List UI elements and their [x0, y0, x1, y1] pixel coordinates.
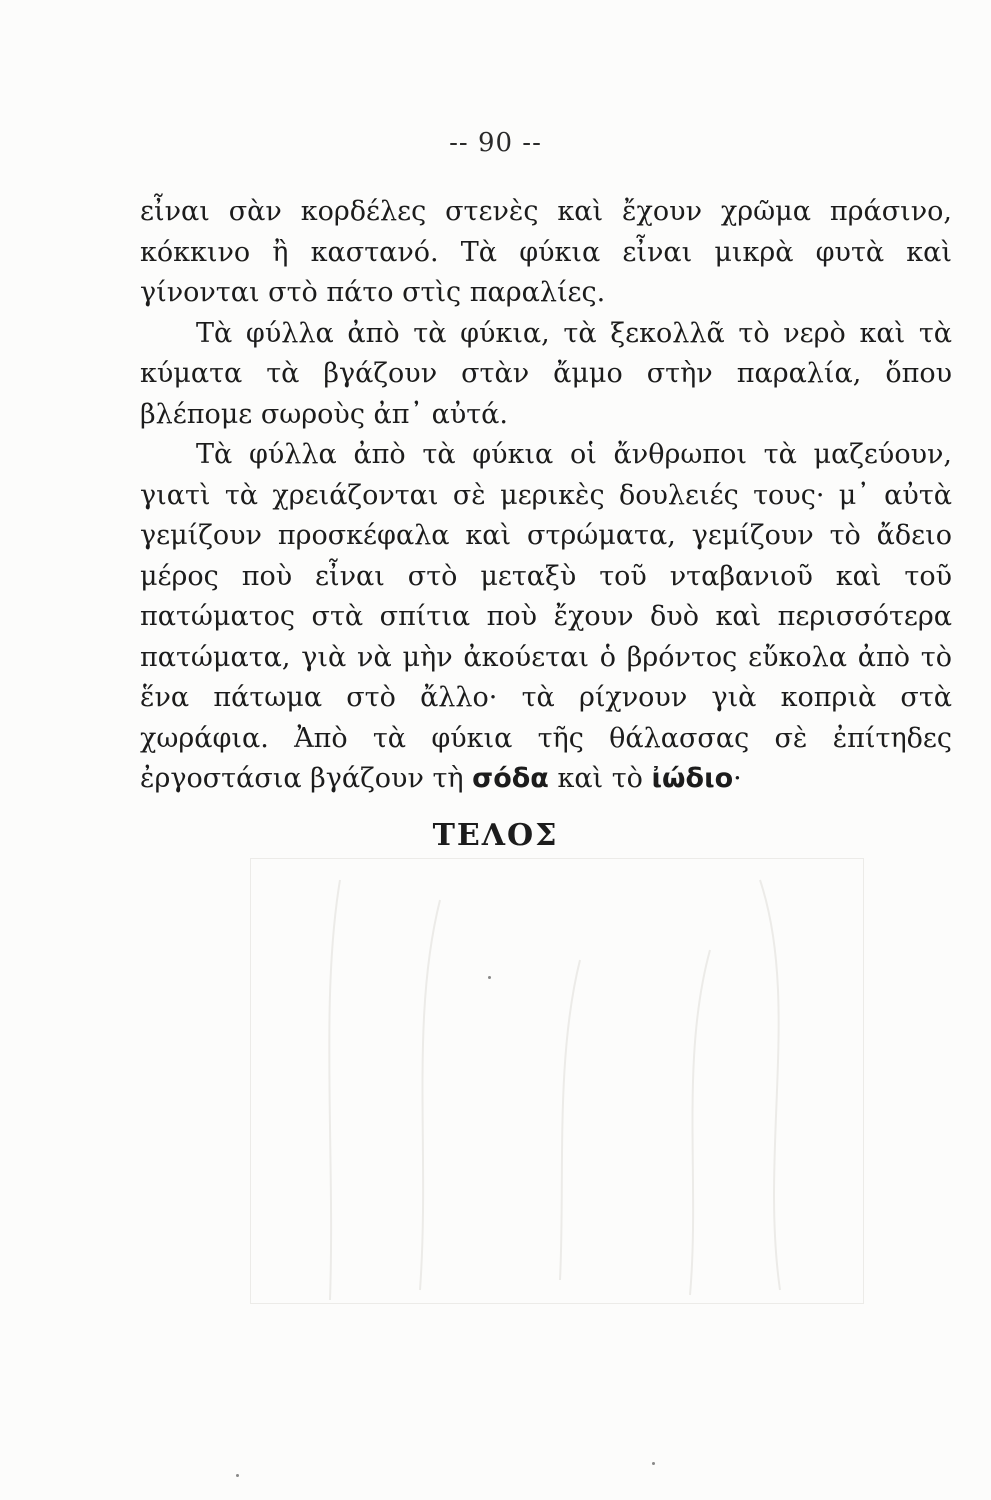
ink-speck — [236, 1474, 239, 1477]
bold-word-soda: σόδα — [472, 763, 549, 794]
conjunction-text: καὶ τὸ — [557, 763, 643, 794]
paragraph-2: Τὰ φύλλα ἀπὸ τὰ φύκια, τὰ ξεκολλᾶ τὸ νερὸ καὶ τὰ κύματα τὰ βγάζουν στὰν ἄμμο στὴν παραλία, ὅπου βλέπομε σωροὺς ἀπ᾽ αὐτά. — [140, 317, 952, 430]
bold-word-iodio: ἰώδιο — [651, 763, 734, 794]
page-number: -- 90 -- — [449, 128, 542, 158]
paragraph-3-text: Τὰ φύλλα ἀπὸ τὰ φύκια οἱ ἄνθρωποι τὰ μαζεύουν, γιατὶ τὰ χρειάζονται σὲ μερικὲς δουλειές τους· μ᾽ αὐτὰ γεμίζουν προσκέφαλα καὶ στρώματα, γεμίζουν τὸ ἄδειο μέρος ποὺ εἶναι στὸ μεταξὺ τοῦ νταβανιοῦ καὶ τοῦ πατώματος στὰ σπίτια ποὺ ἔχουν δυὸ καὶ περισσότερα πατώματα, γιὰ νὰ μὴν ἀκούεται ὁ βρόντος εὔκολα ἀπὸ τὸ ἕνα πάτωμα στὸ ἄλλο· τὰ ρίχνουν γιὰ κοπριὰ στὰ χωράφια. Ἀπὸ τὰ φύκια τῆς θάλασσας σὲ ἐπίτηδες ἐργοστάσια βγάζουν τὴ — [140, 439, 952, 794]
ink-speck — [488, 976, 491, 979]
faint-illustration-frame — [250, 858, 864, 1304]
end-title: ΤΕΛΟΣ — [432, 818, 559, 853]
paragraph-1: εἶναι σὰν κορδέλες στενὲς καὶ ἔχουν χρῶμα πράσινο, κόκκινο ἢ καστανό. Τὰ φύκια εἶναι μικρὰ φυτὰ καὶ γίνονται στὸ πάτο στὶς παραλίες. — [140, 196, 952, 308]
end-mark: · — [733, 763, 742, 794]
body-text — [140, 192, 952, 800]
ink-speck — [652, 1462, 655, 1465]
paragraph-3 — [140, 435, 952, 800]
